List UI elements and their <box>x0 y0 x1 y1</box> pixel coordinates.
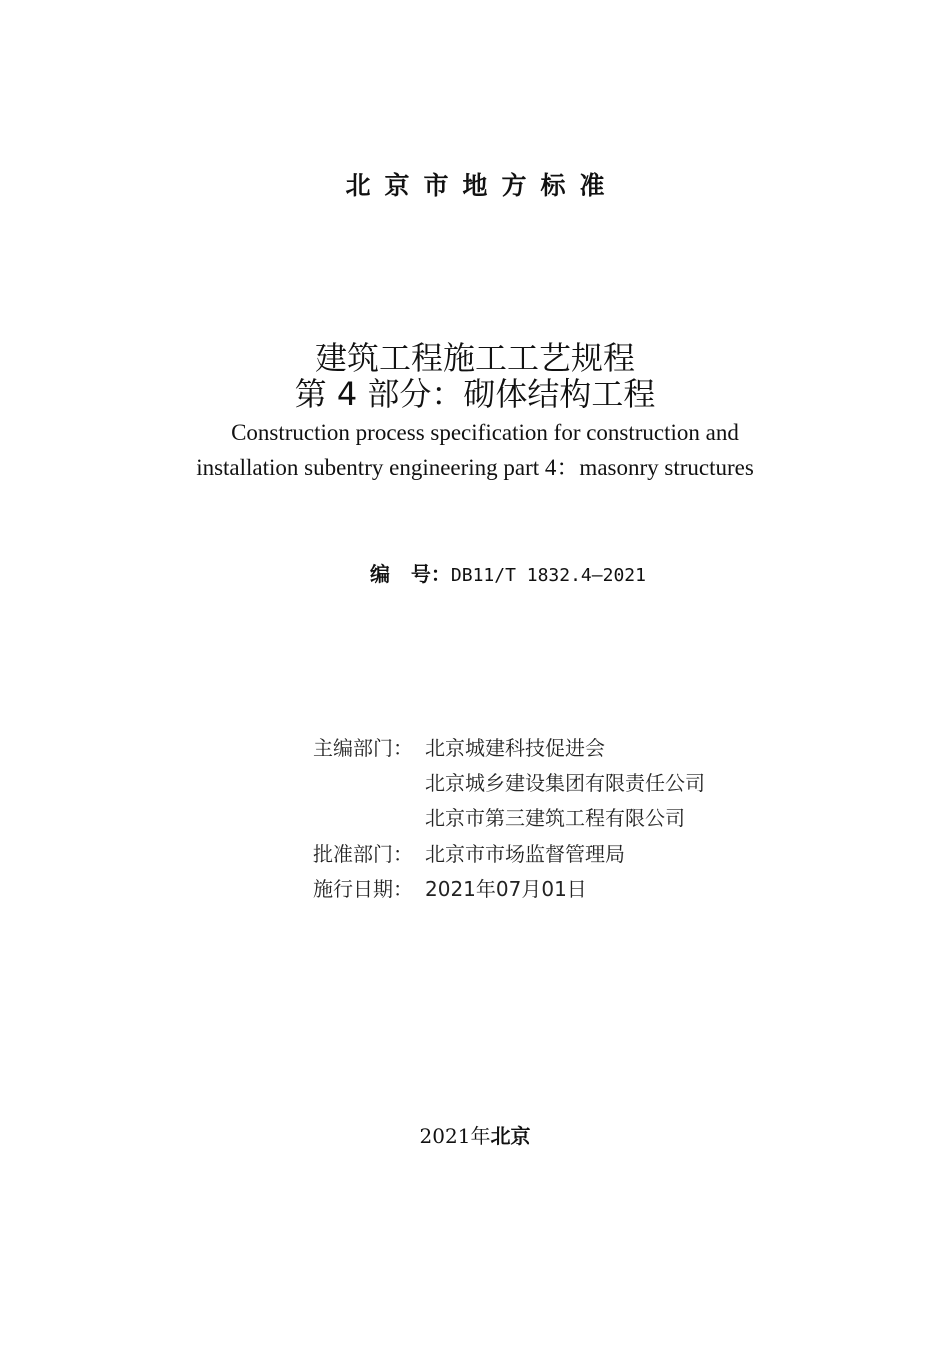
title-english-line1: Construction process specification for construction and <box>231 420 739 445</box>
approval-row <box>313 840 625 868</box>
editor-row <box>313 734 605 762</box>
standard-code-value: DB11/T 1832.4—2021 <box>450 565 646 586</box>
editor-row <box>313 804 685 832</box>
editor-name: 北京城乡建设集团有限责任公司 <box>425 771 705 795</box>
standard-code-row <box>370 560 646 590</box>
publication-year: 2021年 <box>419 1124 491 1148</box>
effective-date-label: 施行日期： <box>313 877 413 901</box>
approval-label: 批准部门： <box>313 842 413 866</box>
title-chinese-line2: 第 4 部分：砌体结构工程 <box>294 375 656 413</box>
publication-footer <box>0 1121 950 1151</box>
title-english-line2: installation subentry engineering part 4：masonry structures <box>196 455 754 480</box>
title-chinese-line1: 建筑工程施工工艺规程 <box>314 339 635 377</box>
editor-row <box>313 769 705 797</box>
approval-authority: 北京市市场监督管理局 <box>425 842 625 866</box>
editor-name: 北京市第三建筑工程有限公司 <box>425 806 685 830</box>
standard-type-header: 北京市地方标准 <box>345 171 619 200</box>
effective-date: 2021年07月01日 <box>425 877 587 901</box>
editor-label: 主编部门： <box>313 736 413 760</box>
editor-name: 北京城建科技促进会 <box>425 736 605 760</box>
standard-code-label: 编 号： <box>370 562 451 586</box>
publication-place: 北京 <box>490 1124 531 1148</box>
effective-date-row <box>313 875 587 903</box>
